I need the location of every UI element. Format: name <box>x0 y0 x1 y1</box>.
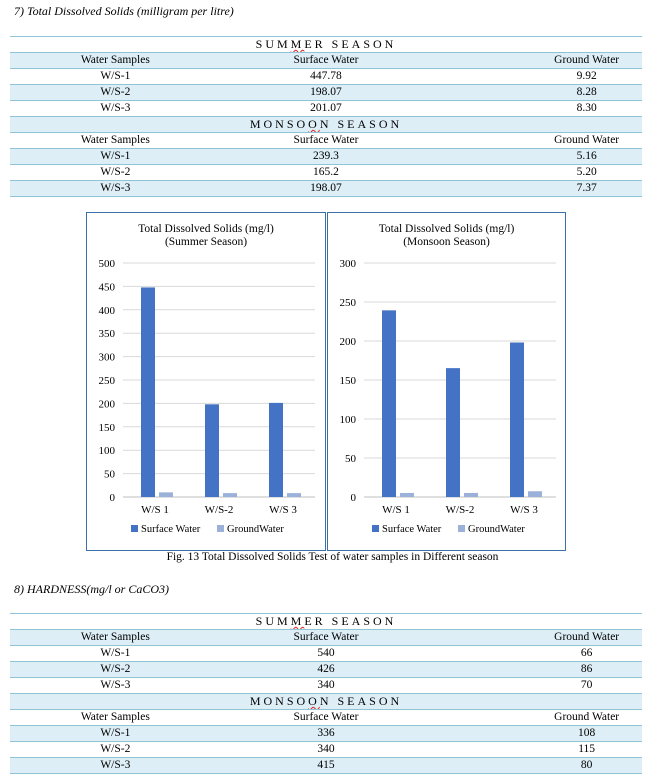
table-row <box>10 85 642 101</box>
x-tick-label: W/S 3 <box>269 504 297 516</box>
sample-cell: W/S-2 <box>10 742 221 758</box>
groundwater-bar <box>287 493 301 497</box>
ground-cell: 115 <box>431 742 642 758</box>
table-row <box>10 149 642 165</box>
monsoon-season-label: MONSOON SEASON <box>10 694 642 710</box>
table-row <box>10 69 642 85</box>
legend-label: Surface Water <box>141 524 201 535</box>
x-tick-label: W/S 1 <box>382 504 410 516</box>
sample-cell: W/S-3 <box>10 181 221 197</box>
table-header-row <box>10 133 642 149</box>
legend-swatch <box>458 525 465 532</box>
surface-cell: 201.07 <box>221 101 432 117</box>
summer-chart <box>87 213 325 550</box>
y-tick-label: 150 <box>339 375 356 387</box>
y-tick-label: 300 <box>98 351 115 364</box>
table-row <box>10 758 642 774</box>
table-row <box>10 181 642 197</box>
sample-cell: W/S-3 <box>10 101 221 117</box>
y-tick-label: 500 <box>98 258 115 270</box>
surface-cell: 447.78 <box>221 69 432 85</box>
y-tick-label: 300 <box>339 258 356 270</box>
table-row <box>10 678 642 694</box>
hardness-table <box>10 613 642 774</box>
tds-table <box>10 36 642 197</box>
legend-swatch <box>217 525 224 532</box>
sample-cell: W/S-2 <box>10 662 221 678</box>
y-tick-label: 250 <box>339 297 356 309</box>
ground-cell: 9.92 <box>431 69 642 85</box>
surface-cell: 540 <box>221 646 432 662</box>
groundwater-bar <box>159 492 173 497</box>
monsoon-chart-panel <box>327 212 566 551</box>
y-tick-label: 350 <box>98 328 115 341</box>
x-tick-label: W/S-2 <box>204 504 234 516</box>
ground-cell: 108 <box>431 726 642 742</box>
surface-water-bar <box>269 403 283 497</box>
summer-season-row <box>10 614 642 630</box>
ground-cell: 5.16 <box>431 149 642 165</box>
y-tick-label: 250 <box>98 375 115 387</box>
chart-subtitle: (Summer Season) <box>164 236 248 248</box>
surface-cell: 415 <box>221 758 432 774</box>
surface-water-bar <box>141 287 155 497</box>
legend-label: Surface Water <box>382 524 442 535</box>
y-tick-label: 450 <box>98 281 115 294</box>
legend-label: GroundWater <box>468 524 525 535</box>
header-surface-water: Surface Water <box>221 133 432 149</box>
section-8-heading: 8) HARDNESS(mg/l or CaCO3) <box>14 582 169 596</box>
surface-cell: 239.3 <box>221 149 432 165</box>
x-tick-label: W/S 3 <box>510 504 538 516</box>
chart-subtitle: (Monsoon Season) <box>403 236 490 248</box>
header-water-samples: Water Samples <box>10 133 221 149</box>
ground-cell: 8.30 <box>431 101 642 117</box>
summer-chart-panel <box>86 212 326 551</box>
surface-cell: 426 <box>221 662 432 678</box>
groundwater-bar <box>464 493 478 497</box>
ground-cell: 5.20 <box>431 165 642 181</box>
monsoon-chart <box>328 213 565 550</box>
groundwater-bar <box>400 493 414 497</box>
header-ground-water: Ground Water <box>431 630 642 646</box>
y-tick-label: 200 <box>98 398 115 411</box>
sample-cell: W/S-1 <box>10 646 221 662</box>
sample-cell: W/S-1 <box>10 69 221 85</box>
legend-swatch <box>131 525 138 532</box>
header-surface-water: Surface Water <box>221 53 432 69</box>
table-row <box>10 662 642 678</box>
table-row <box>10 165 642 181</box>
header-water-samples: Water Samples <box>10 710 221 726</box>
ground-cell: 8.28 <box>431 85 642 101</box>
surface-cell: 340 <box>221 678 432 694</box>
surface-cell: 198.07 <box>221 181 432 197</box>
sample-cell: W/S-2 <box>10 85 221 101</box>
ground-cell: 80 <box>431 758 642 774</box>
sample-cell: W/S-2 <box>10 165 221 181</box>
monsoon-season-row <box>10 117 642 133</box>
y-tick-label: 200 <box>339 336 356 348</box>
chart-title: Total Dissolved Solids (mg/l) <box>138 223 274 235</box>
summer-season-row <box>10 37 642 53</box>
table-row <box>10 726 642 742</box>
chart-title: Total Dissolved Solids (mg/l) <box>378 223 515 235</box>
y-tick-label: 0 <box>350 492 356 504</box>
sample-cell: W/S-3 <box>10 758 221 774</box>
y-tick-label: 100 <box>98 445 115 458</box>
sample-cell: W/S-1 <box>10 726 221 742</box>
table-row <box>10 101 642 117</box>
surface-water-bar <box>205 404 219 497</box>
sample-cell: W/S-3 <box>10 678 221 694</box>
section-7-heading: 7) Total Dissolved Solids (milligram per litre) <box>14 4 234 18</box>
ground-cell: 7.37 <box>431 181 642 197</box>
header-ground-water: Ground Water <box>431 710 642 726</box>
ground-cell: 66 <box>431 646 642 662</box>
surface-water-bar <box>446 368 460 497</box>
y-tick-label: 150 <box>98 421 115 434</box>
header-ground-water: Ground Water <box>431 133 642 149</box>
header-ground-water: Ground Water <box>431 53 642 69</box>
header-surface-water: Surface Water <box>221 710 432 726</box>
header-water-samples: Water Samples <box>10 53 221 69</box>
y-tick-label: 50 <box>104 468 115 481</box>
groundwater-bar <box>223 493 237 497</box>
monsoon-season-row <box>10 694 642 710</box>
x-tick-label: W/S 1 <box>141 504 169 516</box>
table-header-row <box>10 53 642 69</box>
ground-cell: 70 <box>431 678 642 694</box>
surface-cell: 336 <box>221 726 432 742</box>
table-header-row <box>10 630 642 646</box>
header-water-samples: Water Samples <box>10 630 221 646</box>
y-tick-label: 100 <box>339 414 356 426</box>
x-tick-label: W/S-2 <box>445 504 475 516</box>
surface-cell: 198.07 <box>221 85 432 101</box>
y-tick-label: 400 <box>98 304 115 317</box>
surface-cell: 165.2 <box>221 165 432 181</box>
sample-cell: W/S-1 <box>10 149 221 165</box>
ground-cell: 86 <box>431 662 642 678</box>
header-surface-water: Surface Water <box>221 630 432 646</box>
table-row <box>10 742 642 758</box>
summer-season-label: SUMMER SEASON <box>10 37 642 53</box>
legend-swatch <box>372 525 379 532</box>
figure-caption: Fig. 13 Total Dissolved Solids Test of water samples in Different season <box>166 551 499 563</box>
table-row <box>10 646 642 662</box>
table-header-row <box>10 710 642 726</box>
groundwater-bar <box>528 491 542 497</box>
surface-water-bar <box>382 310 396 497</box>
y-tick-label: 0 <box>109 492 115 504</box>
y-tick-label: 50 <box>345 453 356 465</box>
legend-label: GroundWater <box>227 524 284 535</box>
surface-water-bar <box>510 343 524 497</box>
surface-cell: 340 <box>221 742 432 758</box>
summer-season-label: SUMMER SEASON <box>10 614 642 630</box>
monsoon-season-label: MONSOON SEASON <box>10 117 642 133</box>
